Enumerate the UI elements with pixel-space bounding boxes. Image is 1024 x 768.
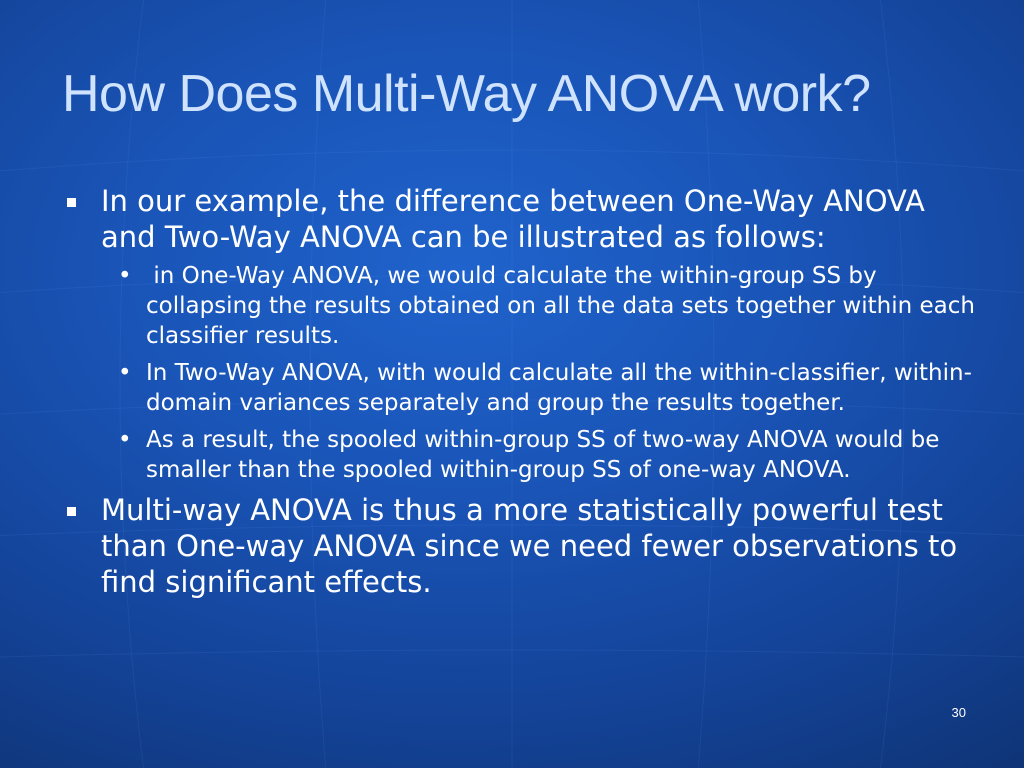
sub-bullet-list bbox=[110, 261, 982, 485]
sub-bullet-text: in One-Way ANOVA, we would calculate the within-group SS by collapsing the results obtained on all the data sets together within each classifier results. bbox=[146, 263, 983, 349]
sub-bullet-text: As a result, the spooled within-group SS of two-way ANOVA would be smaller than the spooled within-group SS of one-way ANOVA. bbox=[146, 427, 940, 483]
round-bullet-icon: • bbox=[118, 427, 132, 453]
slide-title: How Does Multi-Way ANOVA work? bbox=[62, 65, 871, 123]
round-bullet-icon: • bbox=[118, 360, 132, 386]
sub-bullet-item bbox=[110, 358, 982, 418]
sub-bullet-item bbox=[110, 261, 982, 351]
bullet-text: In our example, the difference between One-Way ANOVA and Two-Way ANOVA can be illustrated as follows: bbox=[101, 184, 925, 254]
page-number: 30 bbox=[951, 705, 966, 720]
slide-content bbox=[62, 183, 982, 606]
square-bullet-icon bbox=[67, 507, 76, 516]
round-bullet-icon: • bbox=[118, 263, 132, 289]
sub-bullet-text: In Two-Way ANOVA, with would calculate all the within-classifier, within-domain variances separately and group the results together. bbox=[146, 360, 972, 416]
bullet-item bbox=[62, 492, 982, 600]
bullet-item bbox=[62, 183, 982, 255]
sub-bullet-item bbox=[110, 425, 982, 485]
bullet-text: Multi-way ANOVA is thus a more statistically powerful test than One-way ANOVA since we need fewer observations to find significant effects. bbox=[101, 493, 958, 599]
square-bullet-icon bbox=[67, 198, 76, 207]
